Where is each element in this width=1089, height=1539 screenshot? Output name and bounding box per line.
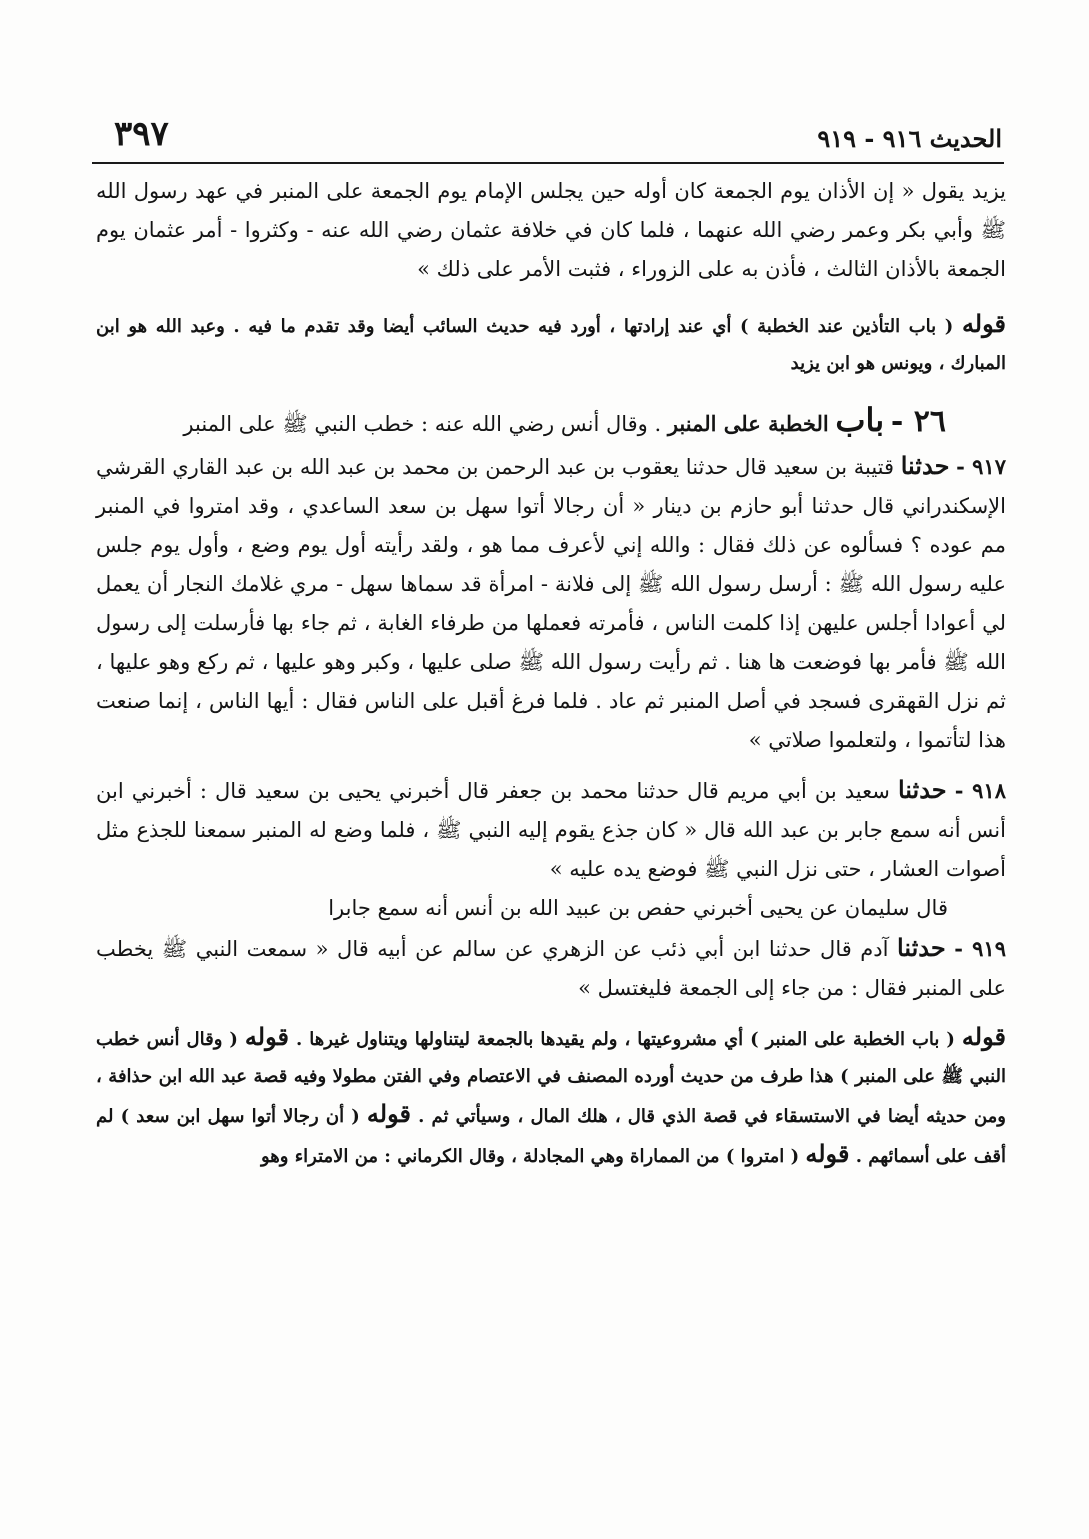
hadith-number: ٩١٨ - [954, 778, 1006, 803]
qawluhu-keyword: قوله [961, 309, 1006, 338]
paragraph-text: يزيد يقول « إن الأذان يوم الجمعة كان أوله حين يجلس الإمام يوم الجمعة على المنبر في عهد رسول الله ﷺ وأبي بكر وعمر رضي الله عنهما ، فلما كان في خلافة عثمان رضي الله عنه - وكثروا - أمر عثمان يوم الجمعة بالأذان الثالث ، فأذن به على الزوراء ، فثبت الأمر على ذلك » [96, 179, 1006, 281]
chapter-number: ٢٦ - [890, 404, 946, 439]
spacer [96, 760, 1006, 770]
commentary-text: ( وقال أنس خطب النبي ﷺ على المنبر ) هذا طرف من حديث أورده المصنف في الاعتصام وفي الفتن مطولا وفيه قصة عبد الله ابن حذافة ، ومن حديثه أيضا في الاستسقاء في قصة الذي قال ، هلك المال ، وسيأتي ثم . [96, 1029, 1006, 1127]
hadith-text: سعيد بن أبي مريم قال حدثنا محمد بن جعفر قال أخبرني يحيى بن سعيد قال : أخبرني ابن أنس أنه سمع جابر بن عبد الله قال « كان جذع يقوم إليه النبي ﷺ ، فلما وضع له المنبر سمعنا للجذع مثل أصوات العشار ، حتى نزل النبي ﷺ فوضع يده عليه » [96, 779, 1006, 881]
chapter-heading [96, 398, 1006, 446]
running-head: الحديث ٩١٦ - ٩١٩ [817, 124, 1002, 153]
hadith-919 [96, 928, 1006, 1008]
qawluhu-keyword: قوله [961, 1022, 1006, 1051]
commentary-text: ( باب الخطبة على المنبر ) أي مشروعيتها ، ولم يقيدها بالجمعة ليتناولها ويتناول غيرها . [295, 1029, 955, 1050]
chapter-text: . وقال أنس رضي الله عنه : خطب النبي ﷺ على المنبر [183, 412, 662, 436]
chapter-title: الخطبة على المنبر [667, 411, 829, 436]
qawluhu-keyword: قوله [366, 1099, 411, 1128]
hadith-number: ٩١٧ - [956, 454, 1006, 479]
hadith-916-continuation [96, 172, 1006, 289]
commentary-text: ( امتروا ) من المماراة وهي المجادلة ، وقال الكرماني : من الامتراء وهو [260, 1146, 800, 1167]
paragraph-text: قال سليمان عن يحيى أخبرني حفص بن عبيد الله بن أنس أنه سمع جابرا [328, 896, 948, 920]
qawluhu-keyword: قوله [805, 1139, 850, 1168]
hadith-917 [96, 446, 1006, 760]
commentary-text: ( أن رجالا أتوا سهل ابن سعد ) لم أقف على أسمائهم . [96, 1106, 1006, 1167]
commentary-paragraph [96, 1018, 1006, 1175]
commentary-paragraph [96, 305, 1006, 382]
chapter-word: باب [835, 401, 885, 439]
hadith-text: آدم قال حدثنا ابن أبي ذئب عن الزهري عن سالم عن أبيه قال « سمعت النبي ﷺ يخطب على المنبر فقال : من جاء إلى الجمعة فليغتسل » [96, 937, 1006, 1000]
page-header [96, 108, 1002, 162]
spacer [96, 1008, 1006, 1018]
header-divider [92, 162, 1004, 164]
hadith-918-note [96, 889, 1006, 928]
haddathana-keyword: حدثنا [897, 775, 947, 804]
page-body [96, 172, 1006, 1175]
haddathana-keyword: حدثنا [900, 451, 950, 480]
qawluhu-keyword: قوله [244, 1022, 289, 1051]
hadith-918 [96, 770, 1006, 889]
page-number: ٣٩٧ [114, 114, 169, 154]
spacer [96, 382, 1006, 398]
haddathana-keyword: حدثنا [897, 933, 946, 962]
spacer [96, 289, 1006, 305]
hadith-number: ٩١٩ - [954, 936, 1006, 961]
paragraph-text: ( باب التأذين عند الخطبة ) أي عند إرادتها ، أورد فيه حديث السائب أيضا وقد تقدم ما فيه . وعبد الله هو ابن المبارك ، ويونس هو ابن يزيد [96, 316, 1006, 374]
hadith-text: قتيبة بن سعيد قال حدثنا يعقوب بن عبد الرحمن بن محمد بن عبد الله بن عبد القاري القرشي الإسكندراني قال حدثنا أبو حازم بن دينار « أن رجالا أتوا سهل بن سعد الساعدي ، وقد امتروا في المنبر مم عوده ؟ فسألوه عن ذلك فقال : والله إني لأعرف مما هو ، ولقد رأيته أول يوم وضع ، وأول يوم جلس عليه رسول الله ﷺ : أرسل رسول الله ﷺ إلى فلانة - امرأة قد سماها سهل - مري غلامك النجار أن يعمل لي أعوادا أجلس عليهن إذا كلمت الناس ، فأمرته فعملها من طرفاء الغابة ، ثم جاء بها فأرسلت إلى رسول الله ﷺ فأمر بها فوضعت ها هنا . ثم رأيت رسول الله ﷺ صلى عليها ، وكبر وهو عليها ، ثم ركع وهو عليها ، ثم نزل القهقرى فسجد في أصل المنبر ثم عاد . فلما فرغ أقبل على الناس فقال : أيها الناس ، إنما صنعت هذا لتأتموا ، ولتعلموا صلاتي » [96, 455, 1006, 752]
